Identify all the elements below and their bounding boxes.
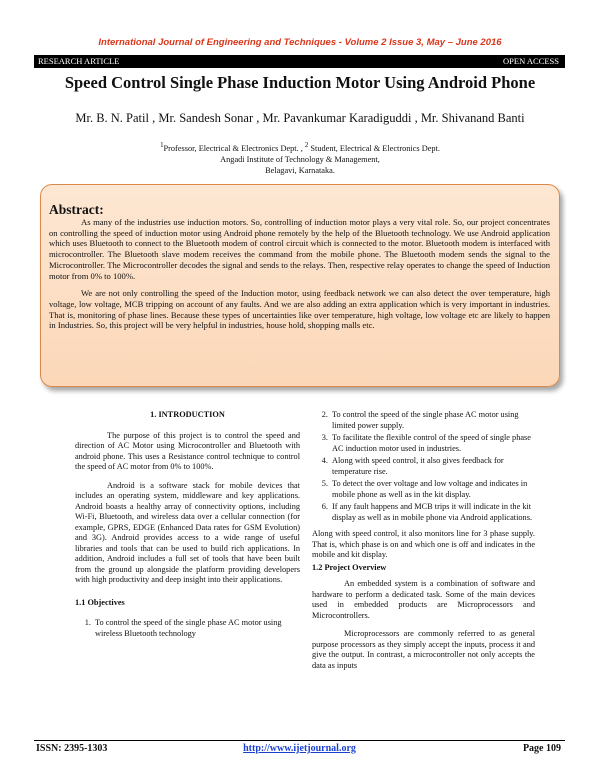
abstract-box xyxy=(40,184,560,387)
article-type-bar xyxy=(34,55,565,68)
affil-2: Student, Electrical & Electronics Dept. xyxy=(308,143,440,153)
affiliation xyxy=(60,140,540,176)
page-footer xyxy=(34,740,565,754)
body-paragraph xyxy=(75,431,300,473)
intro-p1: The purpose of this project is to control the speed and direction of AC Motor using Microcontroller and Bluetooth with android phone. This uses a Resistance control technique to control the speed of AC motor from 0% to 100%. xyxy=(75,430,300,471)
body-paragraph xyxy=(312,579,535,621)
institute: Angadi Institute of Technology & Management, xyxy=(220,154,380,164)
intro-p2: Android is a software stack for mobile devices that includes an operating system, middleware and key applications. Android boasts a healthy array of connectivity options, including Wi-Fi, Bluetooth, and wireless data over a cellular connection (for example, GPRS, EDGE (Enhanced Data rates for GSM Evolution) and 3G). Android provides access to a wide range of useful libraries and tools that can be used to build rich applications. In addition, Android includes a full set of tools that have been built from the ground up alongside the platform providing developers with high productivity and deep insight into their applications. xyxy=(75,480,300,584)
project-overview-heading: 1.2 Project Overview xyxy=(312,562,387,572)
abstract-p2: We are not only controlling the speed of the Induction motor, using feedback network we can also detect the over temperature, high voltage, low voltage, MCB tripping on account of any faults. And we are also adding an extra application which is very important in industries. That is, monitoring of phase lines. Because these types of uncertainties like over temperature, high voltage, low voltage etc are likely to happen in Industries. So, this project will be very helpful in industries, house hold, shopping malls etc. xyxy=(49,288,550,331)
affil-1: Professor, Electrical & Electronics Dept. , xyxy=(163,143,305,153)
left-column xyxy=(75,410,300,645)
affil-sup-2: 2 xyxy=(304,142,309,149)
body-paragraph xyxy=(75,481,300,586)
body-paragraph: Along with speed control, it also monitors line for 3 phase supply. That is, which phase is on and which one is off and indicates in the mobile and kit display. xyxy=(312,529,535,559)
abstract-p1: As many of the industries use induction motors. So, controlling of induction motor plays a very vital role. So, our project concentrates on controlling the speed of induction motor using Android phone remotely by the help of the Bluetooth technology. We use Android application which uses Bluetooth to connect to the Bluetooth modem of control circuit which is connected to the motor. Bluetooth modem is interfaced with microcontroller. The Bluetooth slave modem receives the command from the mobile phone. The Bluetooth modem sends the signal to the Microcontroller. The Microcontroller decodes the signal and sends to the relays. Then, respective relay operates to change the speed of Induction motor from 0% to 100%. xyxy=(49,217,550,281)
list-item: 2. To control the speed of the single phase AC motor using limited power supply. xyxy=(330,410,535,431)
introduction-heading: 1. INTRODUCTION xyxy=(150,410,225,419)
abstract-paragraph xyxy=(49,217,550,281)
list-item: 6. If any fault happens and MCB trips it will indicate in the kit display as well as in mobile phone via Android applications. xyxy=(330,502,535,523)
body-paragraph xyxy=(312,629,535,671)
author-list: Mr. B. N. Patil , Mr. Sandesh Sonar , Mr. Pavankumar Karadiguddi , Mr. Shivanand Banti xyxy=(75,111,525,125)
list-item: 5. To detect the over voltage and low voltage and indicates in mobile phone as well as in the kit display. xyxy=(330,479,535,500)
page-number: Page 109 xyxy=(522,743,561,754)
research-article-label: RESEARCH ARTICLE xyxy=(38,56,120,66)
overview-p1: An embedded system is a combination of software and hardware to perform a dedicated task. Some of the main devices used in embedded products are Microprocessors and Microcontrollers. xyxy=(312,579,535,620)
objectives-list-cont xyxy=(312,410,535,523)
list-item: 3. To facilitate the flexible control of the speed of single phase AC induction motor used in industries. xyxy=(330,433,535,454)
issn: ISSN: 2395-1303 xyxy=(36,743,108,754)
abstract-heading: Abstract: xyxy=(49,202,104,217)
abstract-paragraph xyxy=(49,288,550,331)
journal-link[interactable]: http://www.ijetjournal.org xyxy=(243,743,356,754)
objectives-list xyxy=(75,618,300,639)
list-item: 4. Along with speed control, it also gives feedback for temperature rise. xyxy=(330,456,535,477)
affil-sup-1: 1 xyxy=(160,142,164,149)
city: Belagavi, Karnataka. xyxy=(265,165,335,175)
objectives-heading: 1.1 Objectives xyxy=(75,597,125,607)
paper-title: Speed Control Single Phase Induction Motor Using Android Phone xyxy=(64,73,536,92)
right-column xyxy=(312,410,535,679)
open-access-label: OPEN ACCESS xyxy=(503,56,559,66)
journal-header: International Journal of Engineering and Techniques - Volume 2 Issue 3, May – June 2016 xyxy=(98,37,502,48)
list-item: 1. To control the speed of the single phase AC motor using wireless Bluetooth technology xyxy=(93,618,300,639)
overview-p2: Microprocessors are commonly referred to as general purpose processors as they simply accept the inputs, process it and give the output. In contrast, a microcontroller not only accepts the data as inputs xyxy=(312,629,535,670)
